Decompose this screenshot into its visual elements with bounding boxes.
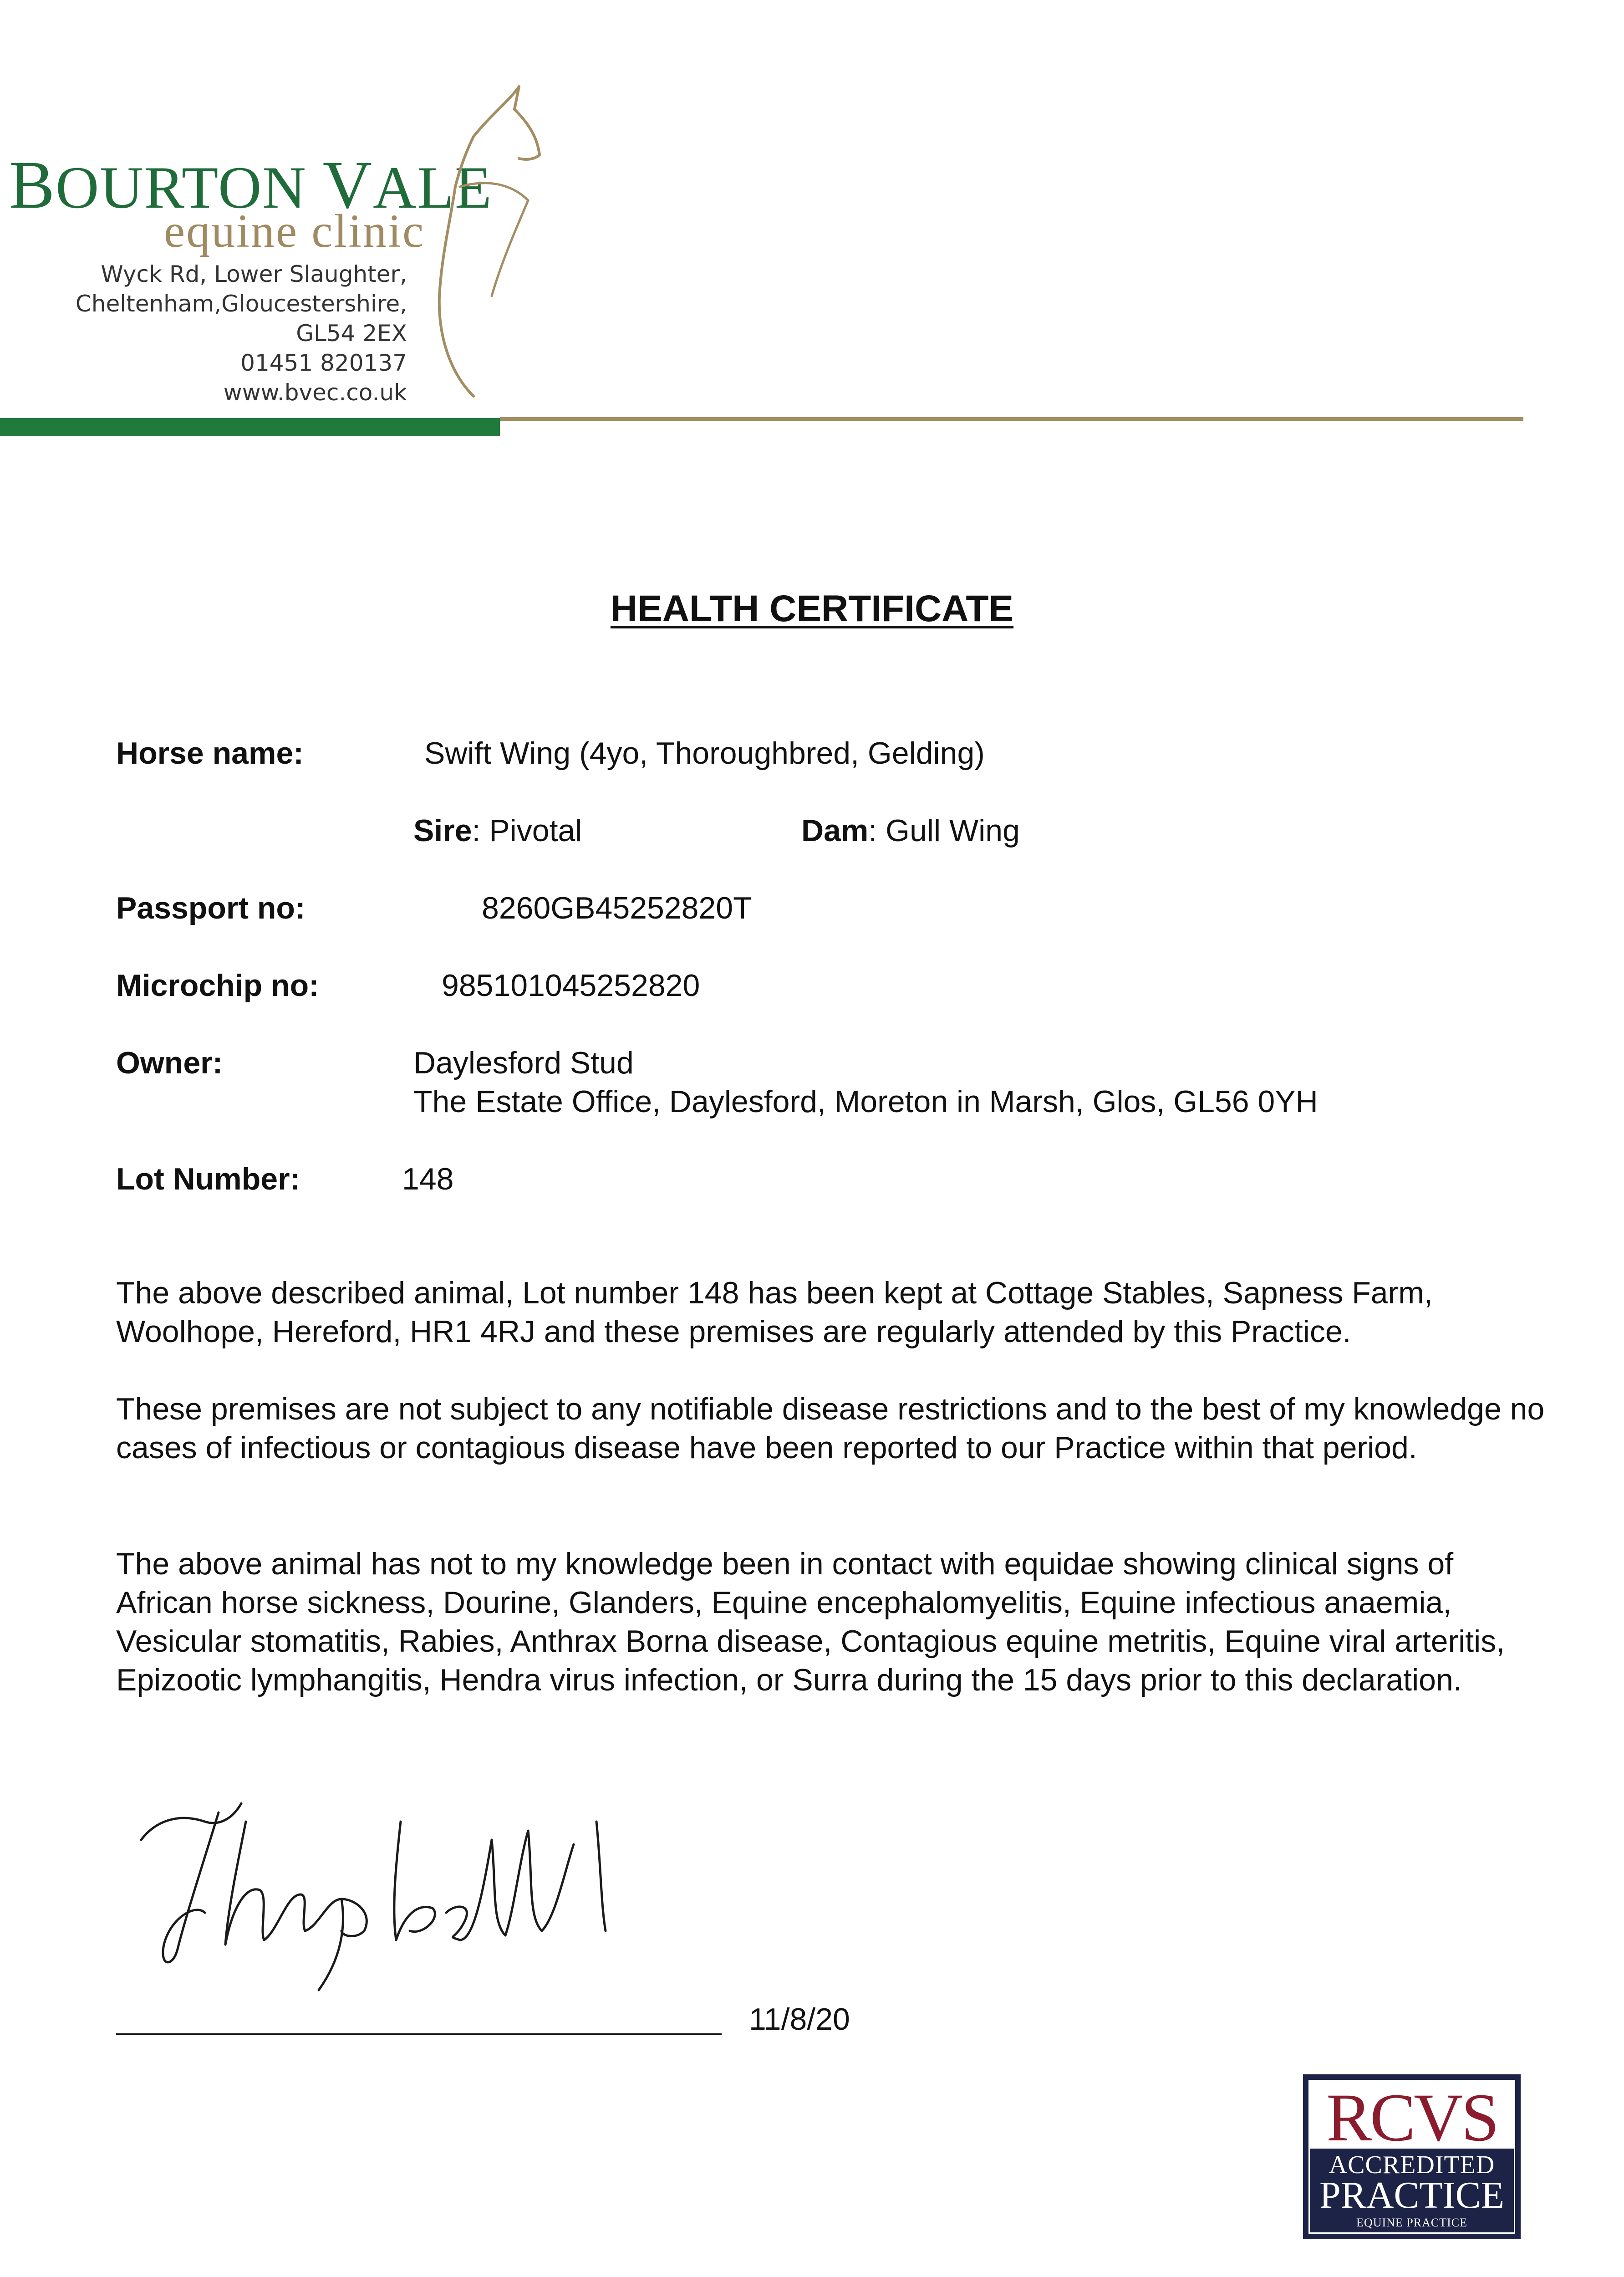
badge-rcvs-text: RCVS: [1310, 2081, 1514, 2149]
handwritten-signature: [127, 1794, 728, 1995]
owner-name: Daylesford Stud: [413, 1046, 634, 1080]
signature-line: [116, 2033, 722, 2035]
passport-value: 8260GB45252820T: [482, 891, 752, 925]
clinic-website: www.bvec.co.uk: [223, 379, 407, 406]
dam-field: [801, 813, 1020, 848]
sire-label: Sire: [413, 813, 472, 848]
paragraph-premises: The above described animal, Lot number 148 has been kept at Cottage Stables, Sapness Farm, Woolhope, Hereford, HR1 4RJ and these premises are regularly attended by this Practice.: [116, 1276, 1433, 1349]
lot-number-value: 148: [402, 1162, 454, 1196]
signature-date: 11/8/20: [749, 2002, 850, 2037]
rcvs-accreditation-badge: [1303, 2074, 1521, 2239]
page-title: HEALTH CERTIFICATE: [610, 588, 1014, 629]
sire-value: : Pivotal: [472, 813, 582, 848]
letterhead-gold-rule: [500, 417, 1523, 421]
clinic-address: [76, 260, 407, 408]
horse-name-label: Horse name:: [116, 736, 304, 771]
dam-value: : Gull Wing: [868, 813, 1020, 848]
badge-accredited-text: ACCREDITED: [1329, 2151, 1495, 2179]
dam-label: Dam: [801, 813, 869, 848]
paragraph-declaration: The above animal has not to my knowledge been in contact with equidae showing clinical signs of African horse sickness, Dourine, Glanders, Equine encephalomyelitis, Equine infectious anaemia, Vesicular stomatitis, Rabies, Anthrax Borna disease, Contagious equine metritis, Equine viral arteritis, Epizootic lymphangitis, Hendra virus infection, or Surra during the 15 days prior to this declaration.: [116, 1547, 1505, 1697]
clinic-phone: 01451 820137: [240, 350, 407, 376]
badge-practice-text: PRACTICE: [1319, 2174, 1505, 2216]
paragraph-restrictions: These premises are not subject to any notifiable disease restrictions and to the best of my knowledge no cases of infectious or contagious disease have been reported to our Practice within that period.: [116, 1392, 1545, 1465]
address-line: Cheltenham,Gloucestershire,: [75, 291, 407, 317]
badge-frame: [1308, 2080, 1515, 2234]
clinic-name: BOURTON VALE: [9, 147, 493, 223]
owner-address: The Estate Office, Daylesford, Moreton in Marsh, Glos, GL56 0YH: [413, 1084, 1318, 1119]
microchip-label: Microchip no:: [116, 968, 319, 1003]
owner-label: Owner:: [116, 1046, 223, 1080]
badge-equine-practice-text: EQUINE PRACTICE: [1356, 2216, 1467, 2229]
microchip-value: 985101045252820: [442, 968, 700, 1003]
address-line: Wyck Rd, Lower Slaughter,: [101, 261, 407, 287]
clinic-subtitle: equine clinic: [164, 205, 425, 257]
address-line: GL54 2EX: [296, 320, 407, 347]
letterhead-green-bar: [0, 418, 500, 436]
horse-head-icon: [423, 82, 542, 401]
horse-name-value: Swift Wing (4yo, Thoroughbred, Gelding): [424, 736, 985, 771]
passport-label: Passport no:: [116, 891, 305, 925]
sire-field: [413, 813, 582, 848]
lot-number-label: Lot Number:: [116, 1162, 300, 1196]
